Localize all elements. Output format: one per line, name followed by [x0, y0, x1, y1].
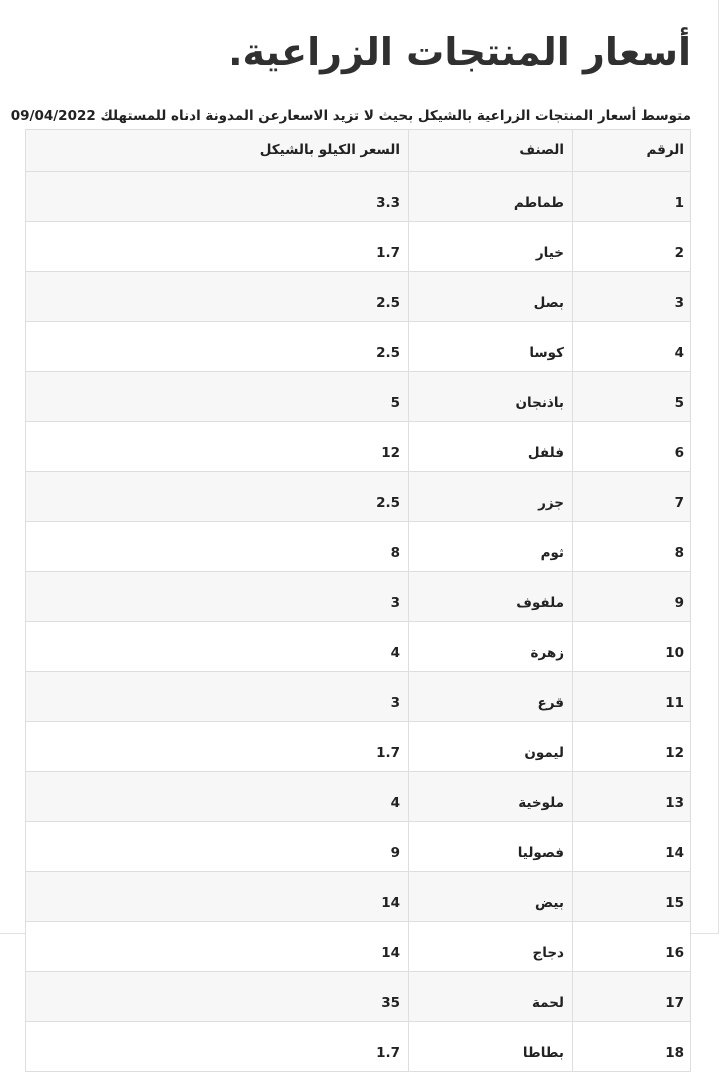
row-item: خيار: [409, 222, 573, 272]
row-price: 1.7: [26, 722, 409, 772]
row-number: 14: [573, 822, 691, 872]
row-item: بيض: [409, 872, 573, 922]
table-row: [26, 872, 691, 922]
row-number: 12: [573, 722, 691, 772]
row-number: 7: [573, 472, 691, 522]
table-caption: متوسط أسعار المنتجات الزراعية بالشيكل بحيث لا تزيد الاسعارعن المدونة ادناه للمستهلك 09/04/2022: [10, 108, 691, 124]
row-number: 1: [573, 172, 691, 222]
page-title: أسعار المنتجات الزراعية.: [228, 30, 691, 74]
row-price: 5: [26, 372, 409, 422]
row-price: 35: [26, 972, 409, 1022]
row-price: 2.5: [26, 322, 409, 372]
row-number: 4: [573, 322, 691, 372]
row-item: بصل: [409, 272, 573, 322]
row-price: 3: [26, 572, 409, 622]
row-number: 17: [573, 972, 691, 1022]
row-price: 3: [26, 672, 409, 722]
table-row: [26, 622, 691, 672]
header-item: الصنف: [409, 130, 573, 172]
row-item: جزر: [409, 472, 573, 522]
page-content: [10, 0, 691, 1072]
row-item: دجاج: [409, 922, 573, 972]
header-price: السعر الكيلو بالشيكل: [26, 130, 409, 172]
row-price: 2.5: [26, 472, 409, 522]
row-price: 14: [26, 922, 409, 972]
row-item: فلفل: [409, 422, 573, 472]
row-price: 1.7: [26, 222, 409, 272]
row-number: 8: [573, 522, 691, 572]
table-row: [26, 322, 691, 372]
row-price: 4: [26, 772, 409, 822]
row-price: 14: [26, 872, 409, 922]
row-item: ملفوف: [409, 572, 573, 622]
row-number: 2: [573, 222, 691, 272]
table-body: [26, 172, 691, 1072]
row-item: فصوليا: [409, 822, 573, 872]
row-item: طماطم: [409, 172, 573, 222]
table-row: [26, 472, 691, 522]
row-item: زهرة: [409, 622, 573, 672]
row-number: 6: [573, 422, 691, 472]
row-number: 9: [573, 572, 691, 622]
row-item: ملوخية: [409, 772, 573, 822]
row-number: 11: [573, 672, 691, 722]
row-number: 13: [573, 772, 691, 822]
row-number: 16: [573, 922, 691, 972]
table-row: [26, 172, 691, 222]
table-row: [26, 772, 691, 822]
header-number: الرقم: [573, 130, 691, 172]
table-row: [26, 972, 691, 1022]
table-row: [26, 222, 691, 272]
row-price: 8: [26, 522, 409, 572]
row-number: 3: [573, 272, 691, 322]
row-price: 3.3: [26, 172, 409, 222]
row-item: كوسا: [409, 322, 573, 372]
table-row: [26, 572, 691, 622]
table-header-row: [26, 130, 691, 172]
row-price: 2.5: [26, 272, 409, 322]
row-number: 10: [573, 622, 691, 672]
table-row: [26, 272, 691, 322]
table-row: [26, 522, 691, 572]
table-row: [26, 822, 691, 872]
row-item: ثوم: [409, 522, 573, 572]
table-row: [26, 722, 691, 772]
prices-table: [25, 129, 691, 1072]
table-row: [26, 422, 691, 472]
row-number: 15: [573, 872, 691, 922]
row-price: 9: [26, 822, 409, 872]
table-row: [26, 672, 691, 722]
row-item: بطاطا: [409, 1022, 573, 1072]
table-row: [26, 372, 691, 422]
row-item: لحمة: [409, 972, 573, 1022]
table-row: [26, 922, 691, 972]
row-item: ليمون: [409, 722, 573, 772]
table-row: [26, 1022, 691, 1072]
row-price: 1.7: [26, 1022, 409, 1072]
row-price: 4: [26, 622, 409, 672]
row-item: قرع: [409, 672, 573, 722]
row-number: 5: [573, 372, 691, 422]
row-price: 12: [26, 422, 409, 472]
row-number: 18: [573, 1022, 691, 1072]
row-item: باذنجان: [409, 372, 573, 422]
